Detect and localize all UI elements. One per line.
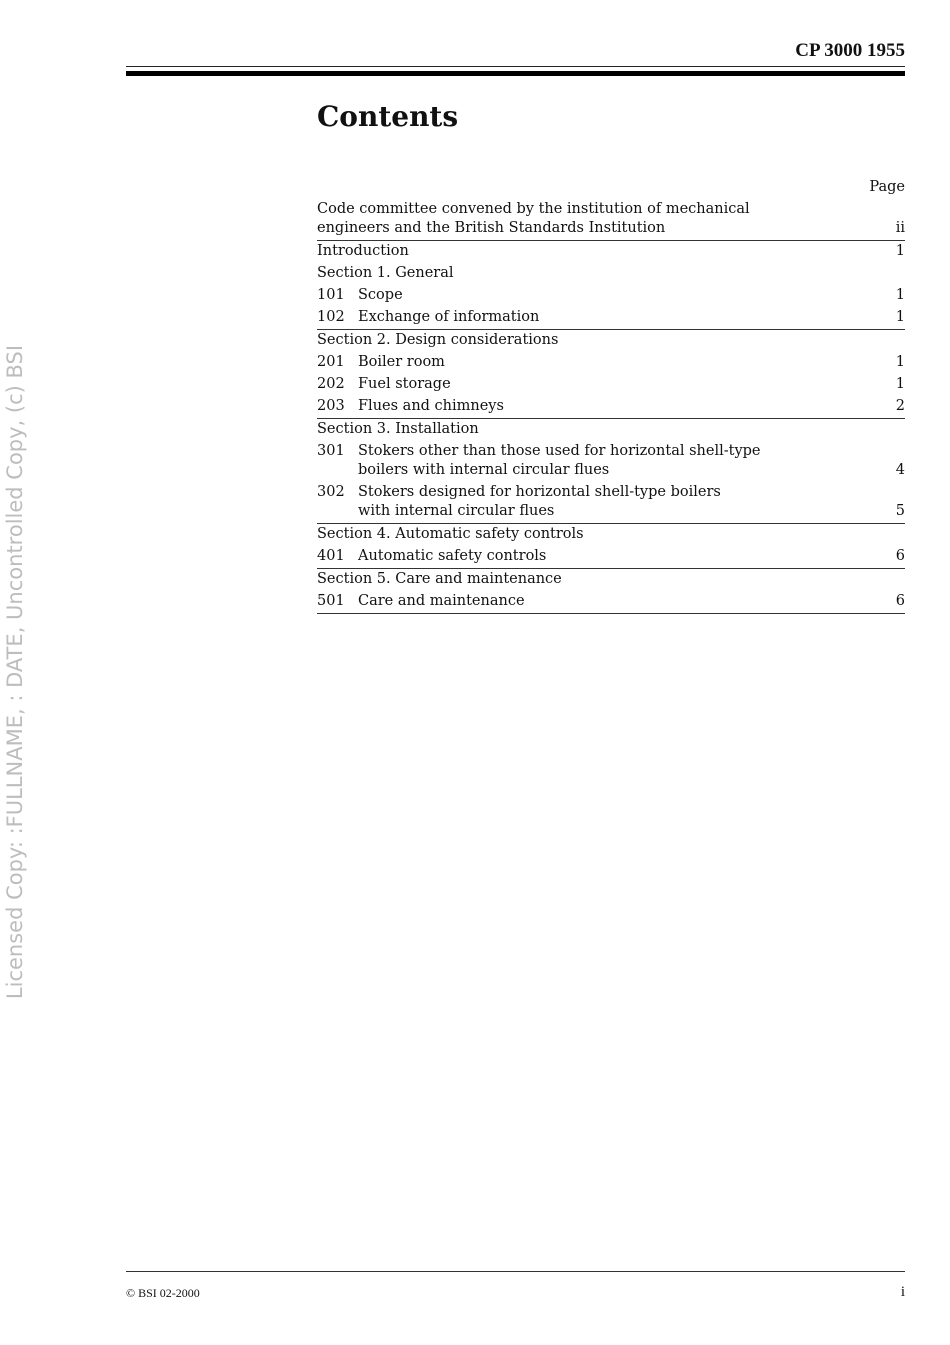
toc-entry-page: 1: [895, 354, 905, 370]
toc-entry-text: Scope: [358, 287, 403, 303]
toc-entry-page: 1: [895, 243, 905, 259]
page-title: Contents: [317, 100, 459, 133]
toc-entry-page: 2: [895, 398, 905, 414]
toc-entry-text: Flues and chimneys: [358, 398, 504, 414]
toc-entry[interactable]: [317, 374, 905, 396]
toc-entry-page: 1: [895, 376, 905, 392]
toc-entry-text: Exchange of information: [358, 309, 540, 325]
toc-entry[interactable]: [317, 591, 905, 614]
toc-section-text: Section 5. Care and maintenance: [317, 571, 562, 587]
header-rule-thin: [126, 66, 905, 67]
toc-section-text: Section 4. Automatic safety controls: [317, 526, 584, 542]
toc-entry[interactable]: [317, 307, 905, 330]
document-code: CP 3000 1955: [795, 40, 905, 61]
toc-entry-text: Code committee convened by the institution of mechanical engineers and the British Standards Institution: [317, 201, 750, 236]
toc-section-text: Section 1. General: [317, 265, 454, 281]
toc-section-heading: [317, 569, 905, 591]
toc-entry-text: Introduction: [317, 243, 409, 259]
page-column-heading: Page: [869, 179, 905, 195]
toc-entry[interactable]: [317, 546, 905, 569]
toc-entry-page: 5: [895, 503, 905, 519]
toc-section-heading: [317, 419, 905, 441]
toc-entry-page: 1: [895, 287, 905, 303]
toc-entry-page: 4: [895, 462, 905, 478]
toc-entry-number: 203: [317, 398, 345, 414]
toc-section-heading: [317, 330, 905, 352]
toc-entry-page: 1: [895, 309, 905, 325]
toc-section-heading: [317, 263, 905, 285]
toc-entry-text: Boiler room: [358, 354, 445, 370]
toc-entry-page: 6: [895, 548, 905, 564]
toc-entry-text: Stokers other than those used for horizontal shell-type boilers with internal circular flues: [358, 443, 761, 478]
toc-entry[interactable]: [317, 482, 905, 524]
toc-section-heading: [317, 524, 905, 546]
toc-entry-number: 101: [317, 287, 345, 303]
toc-entry[interactable]: [317, 285, 905, 307]
footer-page-number: i: [900, 1284, 905, 1300]
toc-entry-number: 401: [317, 548, 345, 564]
toc-section-text: Section 2. Design considerations: [317, 332, 559, 348]
table-of-contents: [317, 178, 905, 614]
toc-section-text: Section 3. Installation: [317, 421, 479, 437]
toc-entry-number: 501: [317, 593, 345, 609]
toc-entry-text: Automatic safety controls: [358, 548, 547, 564]
toc-entry-number: 202: [317, 376, 345, 392]
toc-entry[interactable]: [317, 241, 905, 263]
toc-entry[interactable]: [317, 441, 905, 482]
footer-rule: [126, 1271, 905, 1272]
toc-entry-page: ii: [895, 220, 905, 236]
toc-entry-page: 6: [895, 593, 905, 609]
toc-entry-number: 302: [317, 484, 345, 500]
toc-entry-text: Care and maintenance: [358, 593, 525, 609]
toc-entry-text: Fuel storage: [358, 376, 451, 392]
toc-entry-number: 201: [317, 354, 345, 370]
toc-entry[interactable]: [317, 199, 905, 241]
toc-entry[interactable]: [317, 352, 905, 374]
toc-entry-number: 301: [317, 443, 345, 459]
footer-copyright: © BSI 02-2000: [126, 1286, 200, 1300]
toc-entry-text: Stokers designed for horizontal shell-type boilers with internal circular flues: [358, 484, 721, 519]
license-watermark: Licensed Copy: :FULLNAME, : DATE, Uncontrolled Copy, (c) BSI: [3, 344, 27, 1000]
toc-entry-number: 102: [317, 309, 345, 325]
header-rule-thick: [126, 71, 905, 76]
toc-entry[interactable]: [317, 396, 905, 419]
